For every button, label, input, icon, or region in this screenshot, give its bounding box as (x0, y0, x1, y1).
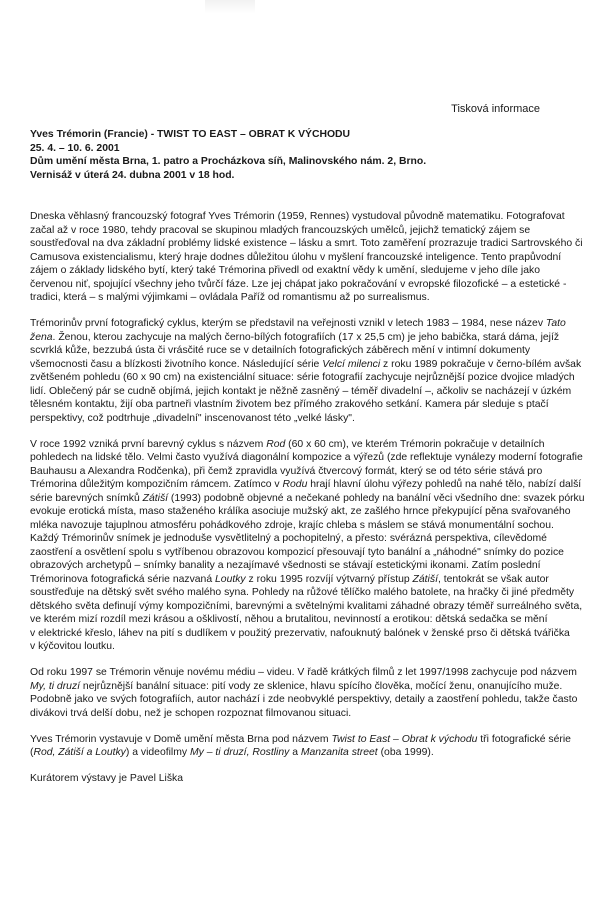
text-line: evokuje erotická místa, maso staženého králíka asociuje mužský akt, ze zašlého hrnce překypující pěna svařovaného (30, 506, 571, 517)
text-line: červenou niť, spojující všechny jeho tvůrčí fáze. Lze jej chápat jako pokračování v evropské filozofické – a estetické - (30, 278, 567, 290)
text-line (30, 438, 578, 452)
text-run: , tentokrát se však autor (437, 573, 549, 585)
text-run: série barevných snímků (30, 492, 143, 504)
text-run: Yves Trémorin vystavuje v Domě umění města Brna pod názvem (30, 733, 332, 745)
text-line: Camusova existencialismu, který hraje dodnes důležitou úlohu v myšlení francouzské inteligence. Tento prapůvodní (30, 251, 562, 263)
title-manzanita-street: Manzanita street (300, 747, 378, 758)
text-run: Trémorina důležitým kompozičním rámcem. Zatímco v (30, 479, 283, 490)
text-run: všemocnosti času a blízkosti životního konce. Následující série (30, 358, 323, 370)
text-run: (1993) podobně objevné a nečekané pohledy na banální věci všedního dne: svazek pórku (168, 492, 585, 504)
header-venue: Dům umění města Brna, 1. patro a Procházkova síň, Malinovského nám. 2, Brno. (30, 156, 427, 168)
text-run: nejrůznější banální situace: pití vody ze sklenice, hlavu spícího člověka, močící ženu, onanujícího muže. (80, 680, 563, 692)
text-line: soustřeďoval na dva základní problémy lidské existence – lásku a smrt. Toto zaměření prozrazuje tradici Sartrovského či (30, 238, 583, 249)
title-tato-zena-2: žena (30, 331, 53, 343)
text-line (30, 492, 585, 506)
text-run: Trémorinův první fotografický cyklus, kterým se představil na veřejnosti vznikl v letech 1983 – 1984, nese název (30, 318, 546, 329)
text-line: v kýčovitou loutku. (30, 641, 115, 652)
text-run: Trémorinova fotografická série nazvaná (30, 573, 216, 585)
text-run: a (289, 747, 301, 758)
title-my-ti-druzi: My, ti druzí (30, 680, 81, 692)
title-zatisi-2: Zátiší (412, 573, 438, 585)
text-line: zájem o základy lidského bytí, který také Trémorina přivedl od exaktní vědy k umění, sledujeme v jeho díle jako (30, 265, 540, 276)
text-line (30, 317, 578, 331)
paragraph-curator (30, 772, 578, 786)
title-tato-zena-1: Tato (545, 318, 566, 329)
text-line (30, 331, 578, 345)
text-line: pohledech na lidské tělo. Velmi často využívá diagonální kompozice a výřezů (zde reflektuje vynálezy moderní fotografie (30, 452, 583, 463)
text-run: z roku 1989 pokračuje v černo-bílém avšak (380, 358, 582, 370)
text-run: z roku 1995 rozvíjí výtvarný přístup (245, 573, 413, 585)
text-line: zaostření a osvětlení spolu s vytříbenou obrazovou kompozicí přesouvají tyto banální a „náhodné" snímky do pozice (30, 546, 564, 558)
text-line: lidí. Oblečený pár se cudně objímá, jejich kontakt je něžně zasněný – téměř divadelní –, ačkoliv se nacházejí v úzkém (30, 385, 572, 397)
text-line: soustřeďuje na dětský svět svého malého syna. Pohledy na růžové tělíčko malého batolete, na hračky či jiné předměty (30, 587, 575, 598)
text-run: V roce 1992 vzniká první barevný cyklus s názvem (30, 438, 267, 450)
title-velci-milenci: Velcí milenci (322, 358, 381, 370)
title-loutky: Loutky (215, 573, 246, 585)
scan-smudge (205, 0, 255, 14)
text-run: (60 x 60 cm), ve kterém Trémorin pokračuje v detailních (285, 438, 545, 450)
title-rod: Rod (266, 438, 286, 450)
text-line: Každý Trémorinův snímek je jednoduše vysvětlitelný a pochopitelný, a přesto: svérázná perspektiva, cílevědomé (30, 533, 547, 544)
text-line: tradici, která – s malými výjimkami – ovládala Paříž od romantismu až po surrealismus. (30, 292, 430, 303)
paragraph-first-cycle (30, 317, 582, 425)
text-line: divákovi trvá delší dobu, než je schopen rozpoznat filmovanou situaci. (30, 707, 352, 719)
text-line: ve kterém mizí rozdíl mezi krásou a ošklivostí, něhou a brutalitou, nevinností a erotikou: dětská sedačka se mění (30, 614, 548, 625)
text-line (30, 358, 582, 372)
header-dates: 25. 4. – 10. 6. 2001 (30, 142, 120, 154)
title-rodu: Rodu (282, 479, 308, 490)
text-line (30, 746, 578, 760)
text-line (30, 478, 582, 492)
text-run: ) a videofilmy (125, 747, 190, 758)
text-line: zvětšeném pohledu (60 x 90 cm) na existenciální situace: série fotografií zachycuje nejrůznější pozice dvojice mladých (30, 372, 575, 383)
text-line: Bauhausu a Alexandra Rodčenka), při čemž zpravidla využívá čtvercový formát, který se od této série stává pro (30, 465, 543, 477)
text-line: Dneska věhlasný francouzský fotograf Yves Trémorin (1959, Rennes) vystudoval původně matematiku. Fotografovat (30, 211, 565, 222)
title-twist-to-east: Twist to East – Obrat k východu (331, 733, 478, 745)
paragraph-intro (30, 210, 583, 305)
text-line: Od roku 1997 se Trémorin věnuje novému médiu – videu. V řadě krátkých filmů z let 1997/1998 zachycuje pod názvem (30, 667, 577, 678)
text-line (30, 680, 578, 694)
text-line (30, 573, 578, 587)
text-line: perspektivy, což podtrhuje „divadelní" inscenovanost této „velké lásky". (30, 412, 355, 424)
text-run: (oba 1999). (377, 747, 434, 758)
header-artist-title: Yves Trémorin (Francie) - TWIST TO EAST – OBRAT K VÝCHODU (30, 129, 351, 140)
paragraph-video (30, 666, 578, 720)
press-info-label: Tisková informace (451, 103, 540, 115)
title-videos: My – ti druzí, Rostliny (189, 747, 290, 758)
text-line: v elektrické křeslo, láhev na pití s dudlíkem v použitý prezervativ, nafouknutý balónek v ženské prso či dětská tvářička (30, 627, 570, 639)
text-line: Podobně jako ve svých fotografiích, autor nachází i zde neobvyklé perspektivy, detaily a zaostření pohledu, takže často (30, 694, 578, 705)
text-line: začal až v roce 1980, tehdy pracoval se skupinou mladých francouzských umělců, jejichž tematický zájem se (30, 224, 531, 236)
title-series-list: Rod, Zátiší a Loutky (33, 747, 126, 758)
text-run: . Ženou, kterou zachycuje na malých černo-bílých fotografiích (17 x 25,5 cm) je jeho babička, stará dáma, jejíž (52, 331, 560, 343)
article-body (30, 210, 585, 798)
text-line: dětského světa definují výmy kompozičními, barevnými a světelnými kvalitami záhadné obrazy téměř surreálného světa, (30, 600, 583, 612)
text-run: hrají hlavní úlohu výřezy pohledů na nahé tělo, nabízí další (307, 479, 582, 490)
header-vernissage: Vernisáž v úterá 24. dubna 2001 v 18 hod. (30, 169, 235, 181)
text-line: scvrklá kůže, bezzubá ústa či vrásčité ruce se v detailních fotografických záběrech mění v intimní dokumenty (30, 345, 531, 356)
text-run: tři fotografické série (477, 733, 571, 745)
curator-line: Kurátorem výstavy je Pavel Liška (30, 773, 184, 784)
text-line: obrazových archetypů – snímky banality a nezajímavé všednosti se stávají estetickými ikonami. Zatím poslední (30, 560, 541, 571)
text-line (30, 733, 578, 747)
event-header (30, 128, 575, 182)
paragraph-exhibition (30, 733, 578, 760)
text-line: tělesném kontaktu, žijí oba partneři vlastním životem bez přímého zrakového setkání. Kamera pár sleduje s ptačí (30, 399, 549, 410)
title-zatisi: Zátiší (142, 492, 169, 504)
text-line: mléka navozuje tajuplnou atmosféru pohádkového zdroje, krajíc chleba s máslem se stává monumentální sochou. (30, 519, 554, 531)
text-run: ( (30, 747, 34, 758)
paragraph-color-cycles (30, 438, 585, 654)
